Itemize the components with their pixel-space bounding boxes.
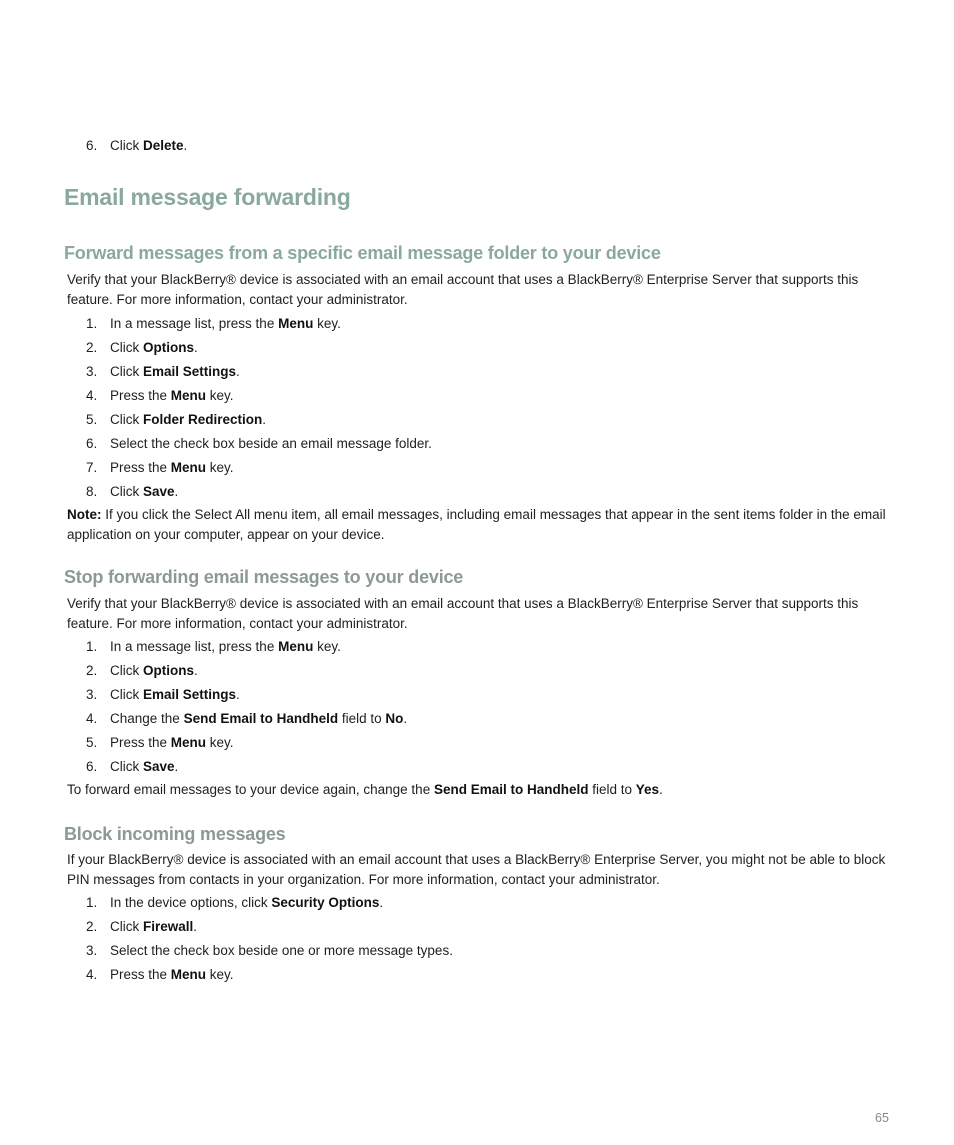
- step-text: Click: [110, 919, 143, 934]
- step-item: [86, 662, 407, 686]
- step-item: [86, 710, 407, 734]
- step-text: In the device options, click: [110, 895, 272, 910]
- subsection-title-forward: Forward messages from a specific email message folder to your device: [64, 243, 661, 263]
- step-text-end: key.: [313, 316, 341, 331]
- ui-term: Options: [143, 340, 194, 355]
- ui-term: Firewall: [143, 919, 194, 934]
- step-text-end: key.: [206, 388, 234, 403]
- step-text: Click: [110, 687, 143, 702]
- step-text: Click: [110, 412, 143, 427]
- step-text-end: .: [174, 759, 179, 774]
- step-text: In a message list, press the: [110, 316, 279, 331]
- page-number: 65: [875, 1111, 889, 1125]
- step-number: 8.: [86, 484, 98, 499]
- ui-term: Security Options: [271, 895, 380, 910]
- step-number: 6.: [86, 759, 98, 774]
- step-text-end: .: [262, 412, 267, 427]
- step-number: 4.: [86, 967, 98, 982]
- step-number: 7.: [86, 460, 98, 475]
- step-text: Press the: [110, 460, 171, 475]
- step-number: 4.: [86, 388, 98, 403]
- step-text-end: .: [194, 663, 198, 678]
- step-item: [86, 411, 432, 435]
- step-text: In a message list, press the: [110, 639, 279, 654]
- step-number: 1.: [86, 639, 98, 654]
- subsection-title-block: Block incoming messages: [64, 824, 286, 844]
- ui-term: Menu: [170, 967, 207, 982]
- step-number: 6.: [86, 436, 98, 451]
- ui-term: Save: [143, 484, 175, 499]
- ui-term: Menu: [170, 460, 207, 475]
- step-text-end: key.: [206, 967, 234, 982]
- step-item: [86, 734, 407, 758]
- subsection-title-stop: Stop forwarding email messages to your device: [64, 567, 464, 587]
- step-text-end: .: [174, 484, 179, 499]
- step-text-end: key.: [206, 460, 234, 475]
- step-text-end: .: [236, 687, 240, 702]
- intro-paragraph: Verify that your BlackBerry® device is associated with an email account that uses a BlackBerry® Enterprise Server that supports this feature. For more information, contact your administrator.: [67, 272, 859, 307]
- step-item: [86, 894, 453, 918]
- step-number: 3.: [86, 364, 98, 379]
- ui-term: Menu: [170, 388, 207, 403]
- note-text: If you click the Select All menu item, all email messages, including email messages that appear in the sent items folder in the email application on your computer, appear on your device.: [67, 507, 886, 542]
- ui-term: Save: [143, 759, 175, 774]
- ui-term: Send Email to Handheld: [433, 782, 589, 797]
- step-number: 2.: [86, 340, 98, 355]
- step-number: 6.: [86, 138, 98, 153]
- intro-paragraph: If your BlackBerry® device is associated with an email account that uses a BlackBerry® Enterprise Server, you might not be able to block PIN messages from contacts in your organization. For more information, contact your administrator.: [67, 852, 886, 887]
- step-text-end: .: [236, 364, 240, 379]
- section-heading: Email message forwarding: [64, 184, 351, 210]
- ui-term: No: [385, 711, 404, 726]
- ui-term: Email Settings: [143, 687, 237, 702]
- step-number: 5.: [86, 735, 98, 750]
- step-text: Select the check box beside an email message folder.: [110, 436, 432, 451]
- outro-text-end: .: [659, 782, 663, 797]
- ui-term: Folder Redirection: [143, 412, 263, 427]
- step-item: [86, 686, 407, 710]
- step-text-mid: field to: [338, 711, 386, 726]
- ui-term: Send Email to Handheld: [183, 711, 339, 726]
- step-text-end: .: [379, 895, 384, 910]
- ui-term: Menu: [170, 735, 207, 750]
- ui-term: Delete: [143, 138, 184, 153]
- step-text: Click: [110, 364, 143, 379]
- step-text-end: .: [403, 711, 408, 726]
- step-text: Select the check box beside one or more message types.: [110, 943, 453, 958]
- step-number: 3.: [86, 687, 98, 702]
- step-number: 3.: [86, 943, 98, 958]
- step-item: [86, 339, 432, 363]
- step-text: Press the: [110, 388, 171, 403]
- note-label: Note:: [67, 507, 102, 522]
- step-text-end: key.: [313, 639, 341, 654]
- ui-term: Options: [143, 663, 194, 678]
- step-number: 5.: [86, 412, 98, 427]
- step-text-end: .: [183, 138, 188, 153]
- step-item: [86, 638, 407, 662]
- step-item: [86, 435, 432, 459]
- step-number: 4.: [86, 711, 98, 726]
- step-text: Change the: [110, 711, 184, 726]
- step-item: [86, 966, 453, 990]
- step-text-end: .: [194, 340, 198, 355]
- step-text: Press the: [110, 735, 171, 750]
- step-item: [86, 918, 453, 942]
- step-text: Click: [110, 663, 143, 678]
- step-item: [86, 483, 432, 507]
- step-item: [86, 942, 453, 966]
- ui-term: Yes: [635, 782, 660, 797]
- step-number: 1.: [86, 316, 98, 331]
- procedure-list: [86, 315, 432, 507]
- step-item: [86, 137, 187, 155]
- step-item: [86, 387, 432, 411]
- outro-text-mid: field to: [588, 782, 636, 797]
- step-number: 1.: [86, 895, 98, 910]
- step-number: 2.: [86, 663, 98, 678]
- step-item: [86, 315, 432, 339]
- outro-paragraph: [67, 780, 897, 800]
- step-item: [86, 363, 432, 387]
- step-text: Click: [110, 340, 143, 355]
- step-text: Click: [110, 484, 143, 499]
- step-text: Click: [110, 759, 143, 774]
- procedure-list: [86, 638, 407, 782]
- ui-term: Email Settings: [143, 364, 237, 379]
- step-item: [86, 459, 432, 483]
- intro-paragraph: Verify that your BlackBerry® device is associated with an email account that uses a BlackBerry® Enterprise Server that supports this feature. For more information, contact your administrator.: [67, 596, 859, 631]
- ui-term: Menu: [278, 639, 314, 654]
- step-text: Press the: [110, 967, 171, 982]
- step-text-end: key.: [206, 735, 234, 750]
- ui-term: Menu: [278, 316, 314, 331]
- procedure-list: [86, 894, 453, 990]
- outro-text: To forward email messages to your device again, change the: [67, 782, 434, 797]
- step-text-end: .: [193, 919, 198, 934]
- step-text: Click: [110, 138, 143, 153]
- note-paragraph: [67, 505, 897, 544]
- step-number: 2.: [86, 919, 98, 934]
- step-item: [86, 758, 407, 782]
